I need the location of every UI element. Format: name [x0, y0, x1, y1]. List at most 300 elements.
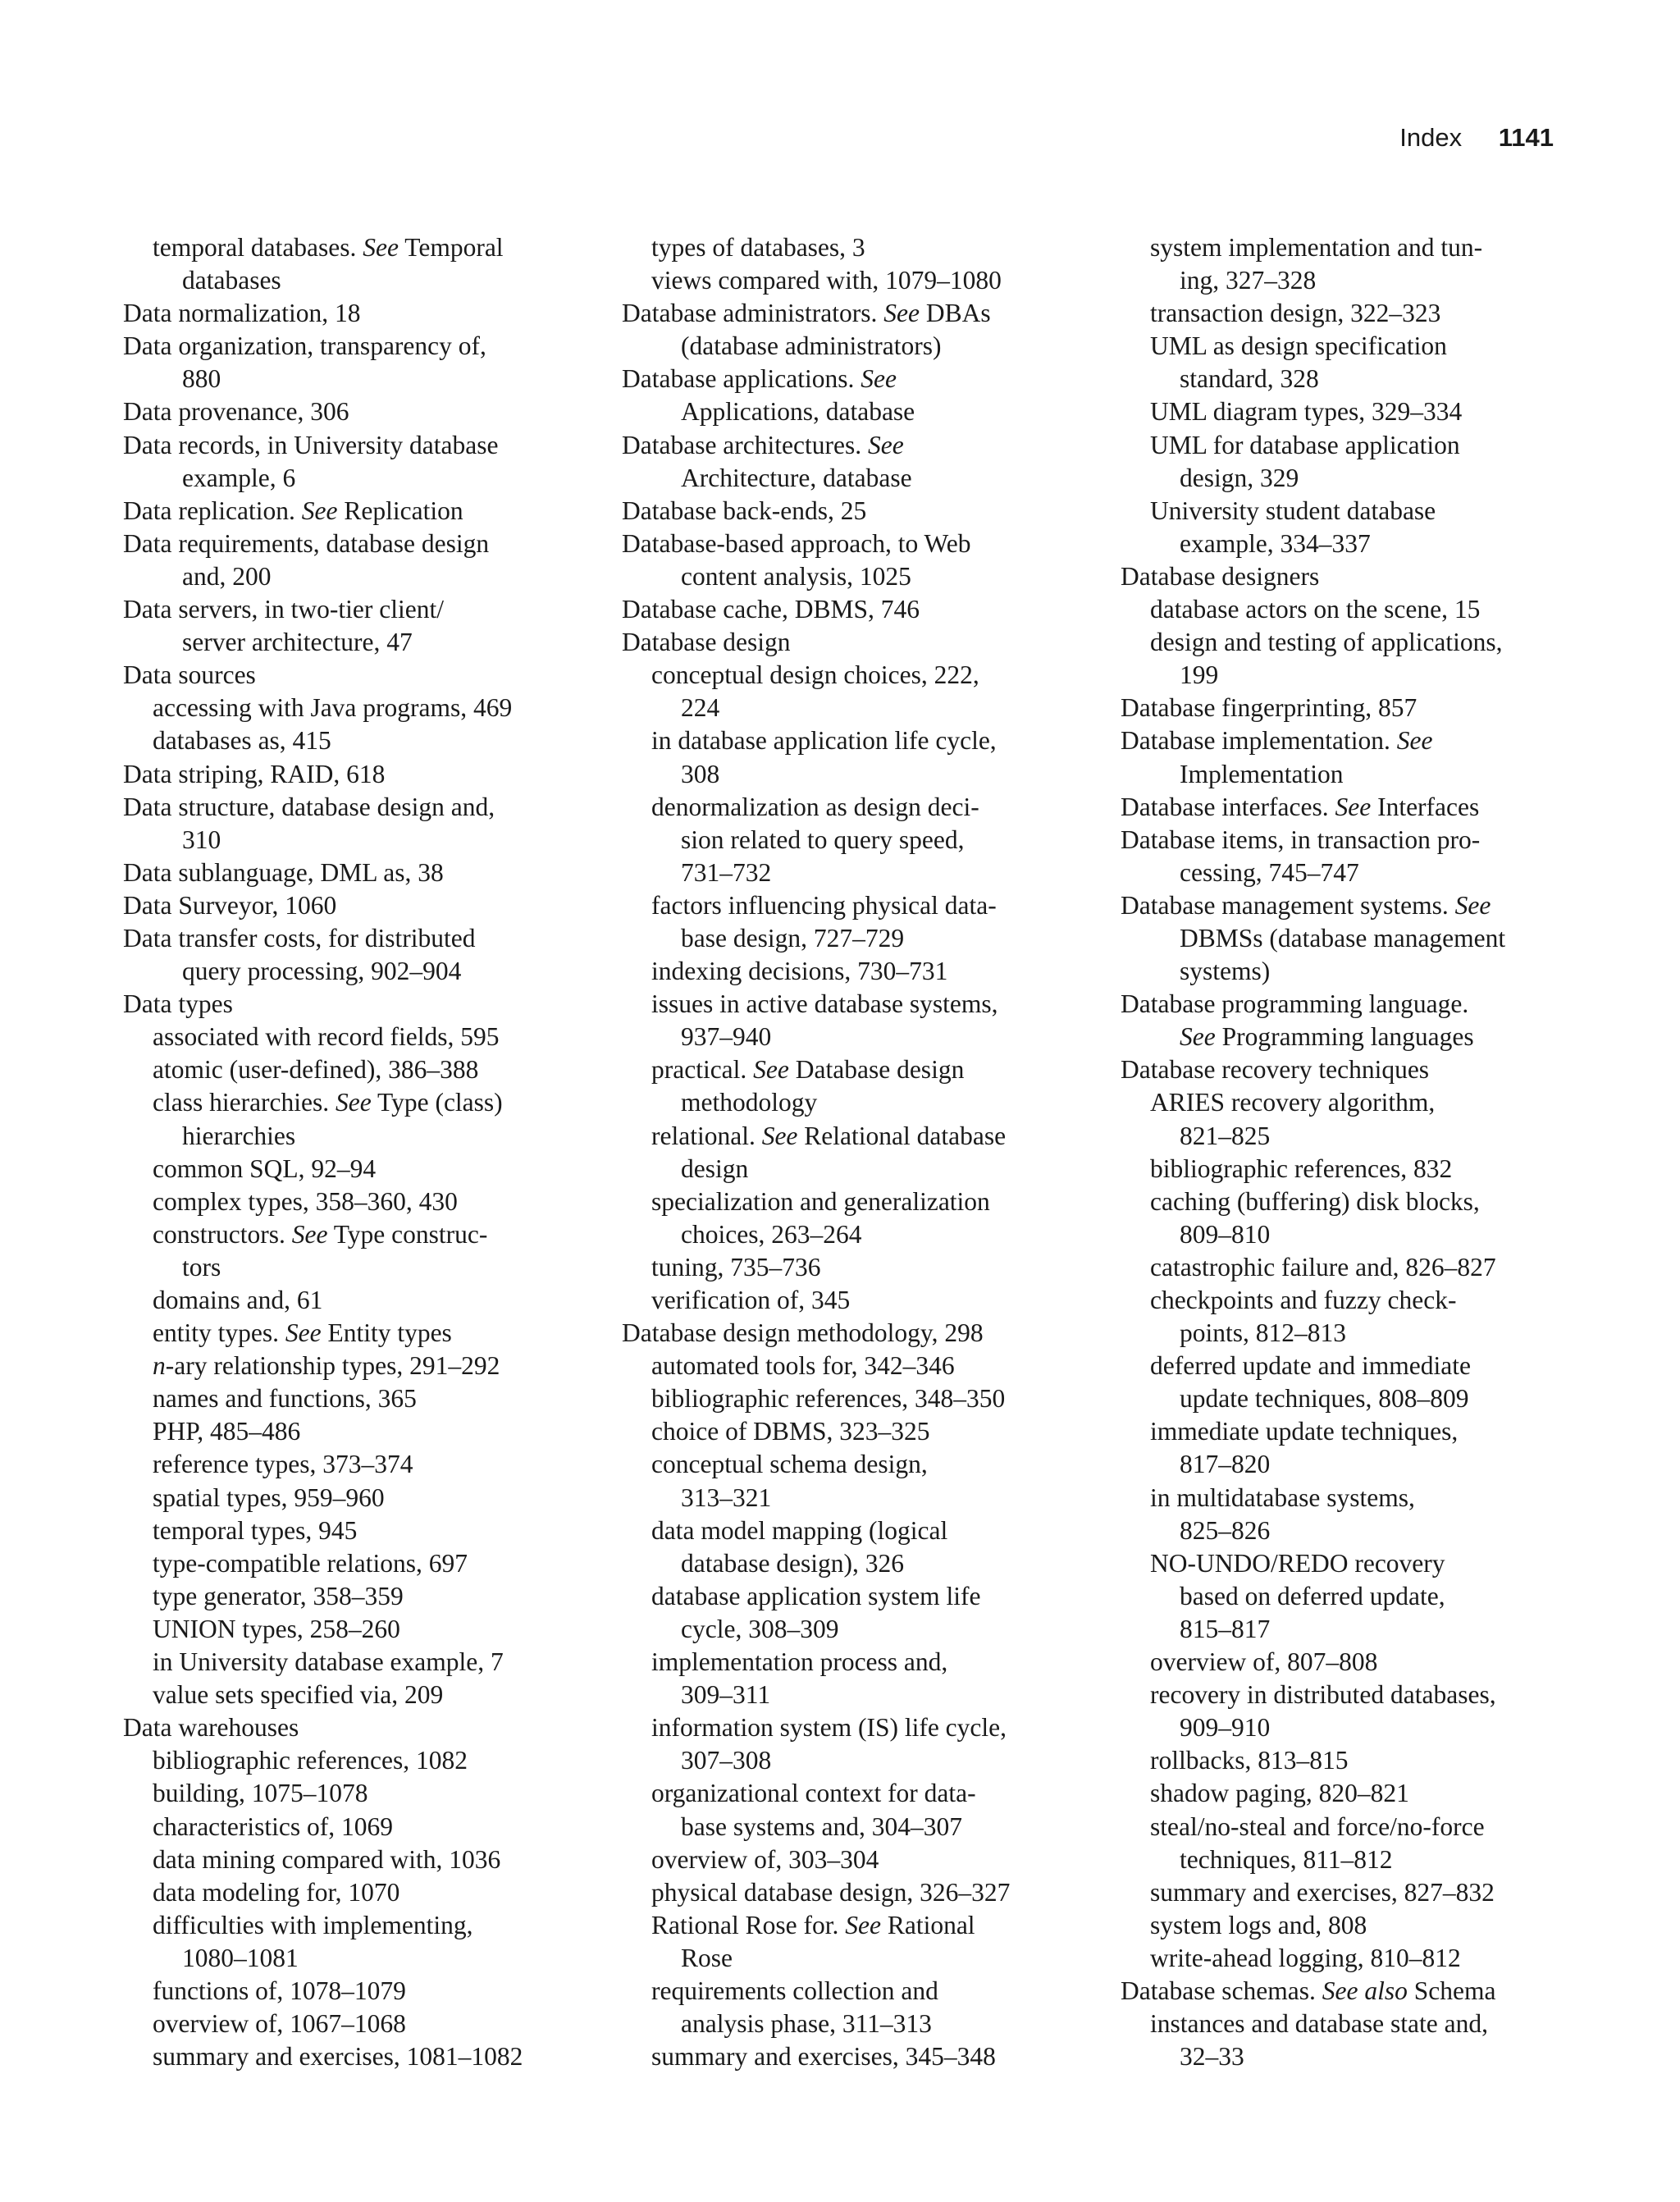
index-entry-continuation	[1121, 1218, 1505, 1251]
entry-text: database design), 326	[681, 1548, 905, 1578]
entry-after-text: Schema	[1407, 1976, 1496, 2005]
entry-text: systems)	[1180, 957, 1271, 986]
entry-see-reference: See	[761, 1121, 798, 1150]
entry-text: functions of, 1078–1079	[153, 1976, 406, 2005]
entry-text: data model mapping (logical	[651, 1515, 948, 1545]
index-subentry	[1121, 1547, 1505, 1580]
index-subentry	[622, 1186, 1010, 1218]
entry-text: base systems and, 304–307	[681, 1811, 962, 1841]
index-column-2	[622, 231, 1010, 2073]
entry-text: Database architectures.	[622, 430, 868, 459]
entry-text: NO-UNDO/REDO recovery	[1150, 1548, 1445, 1578]
index-entry	[622, 528, 1010, 560]
entry-after-text: Interfaces	[1371, 792, 1480, 821]
entry-see-reference: See	[363, 233, 399, 262]
index-subentry	[1121, 429, 1505, 462]
entry-text: issues in active database systems,	[651, 989, 998, 1019]
index-subentry	[123, 1021, 523, 1053]
index-subentry	[1121, 231, 1505, 264]
entry-text: characteristics of, 1069	[153, 1811, 394, 1841]
entry-text: factors influencing physical data-	[651, 890, 997, 920]
entry-text: example, 6	[182, 463, 296, 492]
index-entry-continuation	[622, 560, 1010, 593]
entry-text: transaction design, 322–323	[1150, 299, 1441, 328]
entry-text: cessing, 745–747	[1180, 857, 1359, 887]
index-subentry	[1121, 1415, 1505, 1448]
index-subentry	[622, 1514, 1010, 1547]
index-subentry	[1121, 1679, 1505, 1711]
entry-see-reference: See also	[1322, 1976, 1408, 2005]
index-entry-continuation	[123, 626, 523, 659]
entry-text: deferred update and immediate	[1150, 1351, 1471, 1381]
entry-text: 809–810	[1180, 1219, 1271, 1249]
entry-after-text: Relational database	[797, 1121, 1007, 1150]
page-number: 1141	[1498, 123, 1554, 152]
entry-text: instances and database state and,	[1150, 2009, 1488, 2039]
index-subentry	[1121, 297, 1505, 330]
entry-text: constructors.	[153, 1219, 292, 1249]
index-entry	[123, 988, 523, 1021]
index-entry-continuation	[622, 2008, 1010, 2040]
entry-text: DBMSs (database management	[1180, 923, 1506, 953]
entry-text: steal/no-steal and force/no-force	[1150, 1811, 1485, 1841]
entry-text: Database fingerprinting, 857	[1121, 693, 1418, 723]
entry-text: tuning, 735–736	[651, 1252, 821, 1281]
index-entry-continuation	[123, 462, 523, 495]
entry-text: summary and exercises, 345–348	[651, 2042, 996, 2072]
entry-text: in University database example, 7	[153, 1647, 504, 1677]
entry-see-reference: See	[1335, 792, 1372, 821]
index-entry-continuation	[622, 395, 1010, 428]
index-entry-continuation	[1121, 1613, 1505, 1646]
index-entry	[123, 528, 523, 560]
entry-see-reference: See	[883, 299, 920, 328]
index-entry-continuation	[1121, 363, 1505, 395]
entry-text: complex types, 358–360, 430	[153, 1186, 458, 1216]
entry-text: design	[681, 1154, 749, 1183]
entry-after-text: Type construc-	[327, 1219, 488, 1249]
entry-text: Data Surveyor, 1060	[123, 890, 337, 920]
entry-text: 32–33	[1180, 2042, 1244, 2072]
entry-text: sion related to query speed,	[681, 825, 965, 854]
index-entry-continuation	[1121, 264, 1505, 297]
entry-text: Data transfer costs, for distributed	[123, 923, 476, 953]
entry-text: 310	[182, 825, 221, 854]
entry-text: cycle, 308–309	[681, 1614, 839, 1643]
entry-text: accessing with Java programs, 469	[153, 693, 513, 723]
index-subentry	[622, 1448, 1010, 1481]
entry-text: implementation process and,	[651, 1647, 948, 1677]
index-entry-continuation	[123, 824, 523, 857]
index-entry-continuation	[123, 1942, 523, 1975]
index-entry	[123, 593, 523, 626]
index-subentry	[622, 1415, 1010, 1448]
index-subentry	[1121, 330, 1505, 363]
entry-text: Database design	[622, 628, 791, 657]
index-subentry	[123, 1086, 523, 1119]
index-subentry	[622, 1777, 1010, 1810]
index-subentry	[622, 724, 1010, 757]
entry-text: example, 334–337	[1180, 528, 1371, 558]
index-entry-continuation	[1121, 462, 1505, 495]
index-entry	[1121, 988, 1505, 1021]
index-subentry	[622, 659, 1010, 692]
entry-text: names and functions, 365	[153, 1384, 417, 1414]
entry-text: Database back-ends, 25	[622, 496, 867, 525]
index-entry-continuation	[123, 363, 523, 395]
index-entry-continuation	[1121, 1120, 1505, 1153]
entry-text: Database implementation.	[1121, 726, 1397, 756]
entry-text: checkpoints and fuzzy check-	[1150, 1286, 1457, 1314]
entry-text: database actors on the scene, 15	[1150, 595, 1481, 624]
index-entry-continuation	[1121, 1317, 1505, 1350]
entry-text: server architecture, 47	[182, 628, 413, 657]
index-entry-continuation	[622, 1613, 1010, 1646]
entry-text: base design, 727–729	[681, 923, 905, 953]
entry-text: Database programming language.	[1121, 989, 1469, 1019]
index-entry-continuation	[123, 955, 523, 988]
index-entry-continuation	[1121, 758, 1505, 791]
index-entry	[1121, 791, 1505, 824]
entry-text: bibliographic references, 832	[1150, 1154, 1453, 1183]
index-entry-continuation	[622, 1942, 1010, 1975]
entry-after-text: Temporal	[399, 233, 504, 262]
entry-text: specialization and generalization	[651, 1186, 990, 1216]
index-entry	[123, 922, 523, 955]
entry-text: Database recovery techniques	[1121, 1055, 1430, 1085]
index-entry-continuation	[1121, 1021, 1505, 1053]
index-entry	[622, 429, 1010, 462]
index-subentry	[123, 1843, 523, 1876]
index-subentry	[123, 1382, 523, 1415]
index-subentry	[622, 1646, 1010, 1679]
entry-see-reference: See	[867, 430, 904, 459]
index-entry-continuation	[1121, 1514, 1505, 1547]
entry-text: UML for database application	[1150, 430, 1460, 459]
index-subentry	[1121, 1777, 1505, 1810]
index-subentry	[123, 1053, 523, 1086]
index-entry	[123, 758, 523, 791]
entry-text: update techniques, 808–809	[1180, 1384, 1469, 1414]
index-entry	[123, 659, 523, 692]
index-entry	[123, 791, 523, 824]
index-subentry	[1121, 1086, 1505, 1119]
index-subentry	[622, 1975, 1010, 2008]
entry-text: Data structure, database design and,	[123, 792, 495, 821]
index-subentry	[1121, 1251, 1505, 1284]
entry-text: value sets specified via, 209	[153, 1680, 444, 1710]
index-subentry	[1121, 1284, 1505, 1317]
entry-text: 313–321	[681, 1482, 772, 1512]
entry-text: Database items, in transaction pro-	[1121, 825, 1481, 854]
entry-text: Data organization, transparency of,	[123, 331, 486, 361]
index-entry-continuation	[123, 560, 523, 593]
entry-after-text: Rational	[880, 1910, 975, 1939]
entry-text: ing, 327–328	[1180, 266, 1317, 295]
entry-text: 825–826	[1180, 1515, 1271, 1545]
entry-text: Database schemas.	[1121, 1976, 1322, 2005]
index-subentry	[1121, 1942, 1505, 1975]
index-entry	[1121, 1975, 1505, 2008]
index-subentry	[123, 1482, 523, 1514]
index-subentry	[622, 2040, 1010, 2073]
entry-text: summary and exercises, 1081–1082	[153, 2042, 523, 2072]
index-subentry	[1121, 1909, 1505, 1942]
index-subentry	[123, 1186, 523, 1218]
index-subentry	[123, 1975, 523, 2008]
index-subentry	[1121, 1744, 1505, 1777]
entry-text: 880	[182, 364, 221, 394]
entry-text: shadow paging, 820–821	[1150, 1779, 1409, 1808]
index-entry-continuation	[622, 1482, 1010, 1514]
index-entry-continuation	[1121, 2040, 1505, 2073]
index-entry-continuation	[622, 1153, 1010, 1186]
entry-text: 821–825	[1180, 1121, 1271, 1150]
entry-text: analysis phase, 311–313	[681, 2009, 932, 2039]
index-entry	[123, 1711, 523, 1744]
entry-text: write-ahead logging, 810–812	[1150, 1943, 1461, 1972]
entry-text: in multidatabase systems,	[1150, 1482, 1415, 1512]
index-subentry	[622, 791, 1010, 824]
index-subentry	[123, 1284, 523, 1317]
index-entry	[622, 593, 1010, 626]
entry-see-reference: See	[845, 1910, 881, 1939]
index-subentry	[123, 1909, 523, 1942]
entry-text: entity types.	[153, 1318, 285, 1348]
entry-text: overview of, 807–808	[1150, 1647, 1378, 1677]
index-column-1	[123, 231, 523, 2073]
entry-text: points, 812–813	[1180, 1318, 1347, 1348]
entry-text: Architecture, database	[681, 463, 912, 492]
index-subentry	[1121, 1646, 1505, 1679]
entry-text: Database applications.	[622, 364, 861, 394]
index-entry-continuation	[123, 1251, 523, 1284]
entry-text: PHP, 485–486	[153, 1417, 301, 1446]
entry-text: immediate update techniques,	[1150, 1417, 1459, 1446]
entry-see-reference: n	[153, 1351, 166, 1381]
index-subentry	[622, 264, 1010, 297]
entry-after-text: Programming languages	[1215, 1022, 1474, 1052]
entry-see-reference: See	[1396, 726, 1433, 756]
index-entry-continuation	[622, 1021, 1010, 1053]
index-entry	[1121, 560, 1505, 593]
index-subentry	[622, 1580, 1010, 1613]
entry-text: atomic (user-defined), 386–388	[153, 1055, 479, 1085]
index-entry	[622, 626, 1010, 659]
entry-text: overview of, 1067–1068	[153, 2009, 406, 2039]
entry-text: summary and exercises, 827–832	[1150, 1877, 1495, 1907]
entry-text: temporal databases.	[153, 233, 363, 262]
entry-see-reference: See	[1180, 1022, 1216, 1052]
index-entry-continuation	[622, 1679, 1010, 1711]
entry-text: reference types, 373–374	[153, 1450, 413, 1479]
index-subentry	[123, 1580, 523, 1613]
entry-text: in database application life cycle,	[651, 726, 997, 756]
index-subentry	[123, 1153, 523, 1186]
entry-after-text: Replication	[337, 496, 463, 525]
entry-text: choices, 263–264	[681, 1219, 862, 1249]
index-entry	[1121, 824, 1505, 857]
index-entry	[123, 429, 523, 462]
index-subentry	[622, 231, 1010, 264]
entry-text: methodology	[681, 1088, 818, 1117]
entry-text: Data warehouses	[123, 1713, 299, 1743]
entry-see-reference: See	[285, 1318, 322, 1348]
entry-text: databases	[182, 266, 281, 295]
index-subentry	[123, 1811, 523, 1843]
entry-after-text: Entity types	[321, 1318, 452, 1348]
index-subentry	[123, 1777, 523, 1810]
entry-text: relational.	[651, 1121, 762, 1150]
entry-text: temporal types, 945	[153, 1515, 358, 1545]
entry-text: bibliographic references, 1082	[153, 1746, 468, 1775]
index-subentry	[622, 1120, 1010, 1153]
index-entry-continuation	[622, 922, 1010, 955]
entry-text: spatial types, 959–960	[153, 1482, 385, 1512]
entry-text: ARIES recovery algorithm,	[1150, 1088, 1436, 1117]
index-entry	[123, 330, 523, 363]
index-entry	[622, 495, 1010, 528]
entry-text: databases as, 415	[153, 726, 331, 756]
index-subentry	[123, 1613, 523, 1646]
entry-text: 308	[681, 759, 720, 788]
entry-text: Database-based approach, to Web	[622, 528, 971, 558]
entry-text: 731–732	[681, 857, 772, 887]
index-subentry	[123, 1218, 523, 1251]
entry-see-reference: See	[291, 1219, 328, 1249]
entry-text: catastrophic failure and, 826–827	[1150, 1252, 1496, 1281]
entry-text: Data provenance, 306	[123, 397, 349, 427]
index-entry-continuation	[622, 462, 1010, 495]
index-subentry	[123, 231, 523, 264]
index-subentry	[1121, 1811, 1505, 1843]
entry-text: design and testing of applications,	[1150, 628, 1503, 657]
entry-text: system implementation and tun-	[1150, 233, 1483, 262]
index-subentry	[622, 1843, 1010, 1876]
index-entry-continuation	[1121, 857, 1505, 889]
index-entry-continuation	[1121, 659, 1505, 692]
index-entry	[622, 297, 1010, 330]
entry-text: caching (buffering) disk blocks,	[1150, 1186, 1480, 1216]
entry-text: physical database design, 326–327	[651, 1877, 1011, 1907]
entry-text: UNION types, 258–260	[153, 1614, 400, 1643]
index-entry-continuation	[1121, 1580, 1505, 1613]
entry-text: data mining compared with, 1036	[153, 1844, 501, 1874]
entry-text: class hierarchies.	[153, 1088, 336, 1117]
index-subentry	[622, 1350, 1010, 1382]
entry-text: types of databases, 3	[651, 233, 865, 262]
index-subentry	[123, 1514, 523, 1547]
index-subentry	[622, 1876, 1010, 1909]
index-subentry	[1121, 1350, 1505, 1382]
entry-text: query processing, 902–904	[182, 957, 462, 986]
running-head-title: Index	[1399, 123, 1463, 152]
index-entry-continuation	[1121, 1843, 1505, 1876]
entry-text: UML diagram types, 329–334	[1150, 397, 1463, 427]
index-subentry	[1121, 1482, 1505, 1514]
index-subentry	[123, 1646, 523, 1679]
index-entry	[1121, 724, 1505, 757]
index-entry-continuation	[622, 692, 1010, 724]
index-entry-continuation	[123, 1120, 523, 1153]
index-subentry	[123, 1448, 523, 1481]
entry-text: verification of, 345	[651, 1286, 851, 1314]
entry-text: 815–817	[1180, 1614, 1271, 1643]
index-entry-continuation	[622, 1811, 1010, 1843]
entry-text: hierarchies	[182, 1121, 296, 1150]
entry-after-text: Type (class)	[371, 1088, 503, 1117]
index-subentry	[1121, 1153, 1505, 1186]
index-entry	[123, 395, 523, 428]
entry-text: Database interfaces.	[1121, 792, 1335, 821]
entry-text: Data requirements, database design	[123, 528, 490, 558]
entry-text: requirements collection and	[651, 1976, 938, 2005]
index-subentry	[123, 1317, 523, 1350]
entry-text: associated with record fields, 595	[153, 1022, 500, 1052]
index-entry-continuation	[622, 857, 1010, 889]
index-entry	[1121, 1053, 1505, 1086]
index-entry	[1121, 889, 1505, 922]
entry-text: bibliographic references, 348–350	[651, 1384, 1006, 1414]
index-subentry	[622, 1284, 1010, 1317]
entry-text: choice of DBMS, 323–325	[651, 1417, 930, 1446]
entry-text: Database cache, DBMS, 746	[622, 595, 920, 624]
entry-text: Data striping, RAID, 618	[123, 759, 386, 788]
entry-text: common SQL, 92–94	[153, 1154, 377, 1183]
entry-text: 817–820	[1180, 1450, 1271, 1479]
index-entry	[622, 1317, 1010, 1350]
entry-text: difficulties with implementing,	[153, 1910, 473, 1939]
entry-text: Rose	[681, 1943, 733, 1972]
entry-see-reference: See	[336, 1088, 372, 1117]
entry-text: 224	[681, 693, 720, 723]
entry-text: Database design methodology, 298	[622, 1318, 984, 1348]
entry-text: 307–308	[681, 1746, 772, 1775]
index-subentry	[123, 2040, 523, 2073]
entry-text: domains and, 61	[153, 1286, 323, 1314]
entry-text: UML as design specification	[1150, 331, 1447, 361]
entry-text: 909–910	[1180, 1713, 1271, 1743]
entry-text: 309–311	[681, 1680, 771, 1710]
entry-text: database application system life	[651, 1581, 981, 1610]
index-entry-continuation	[1121, 955, 1505, 988]
entry-see-reference: See	[301, 496, 338, 525]
index-subentry	[123, 1547, 523, 1580]
entry-text: standard, 328	[1180, 364, 1319, 394]
entry-text: practical.	[651, 1055, 754, 1085]
entry-see-reference: See	[1454, 890, 1491, 920]
index-entry-continuation	[622, 1744, 1010, 1777]
index-entry-continuation	[1121, 1382, 1505, 1415]
entry-text: Data types	[123, 989, 233, 1019]
index-subentry	[1121, 626, 1505, 659]
index-entry	[123, 857, 523, 889]
index-entry	[123, 297, 523, 330]
entry-text: Database management systems.	[1121, 890, 1455, 920]
index-subentry	[123, 2008, 523, 2040]
entry-after-text: -ary relationship types, 291–292	[165, 1351, 500, 1381]
entry-text: and, 200	[182, 561, 272, 591]
index-entry-continuation	[622, 330, 1010, 363]
entry-text: techniques, 811–812	[1180, 1844, 1393, 1874]
entry-text: conceptual design choices, 222,	[651, 660, 979, 690]
entry-text: Data servers, in two-tier client/	[123, 595, 444, 624]
entry-text: University student database	[1150, 496, 1436, 525]
entry-text: automated tools for, 342–346	[651, 1351, 955, 1381]
index-subentry	[123, 1415, 523, 1448]
index-entry-continuation	[1121, 1448, 1505, 1481]
entry-text: tors	[182, 1252, 221, 1281]
